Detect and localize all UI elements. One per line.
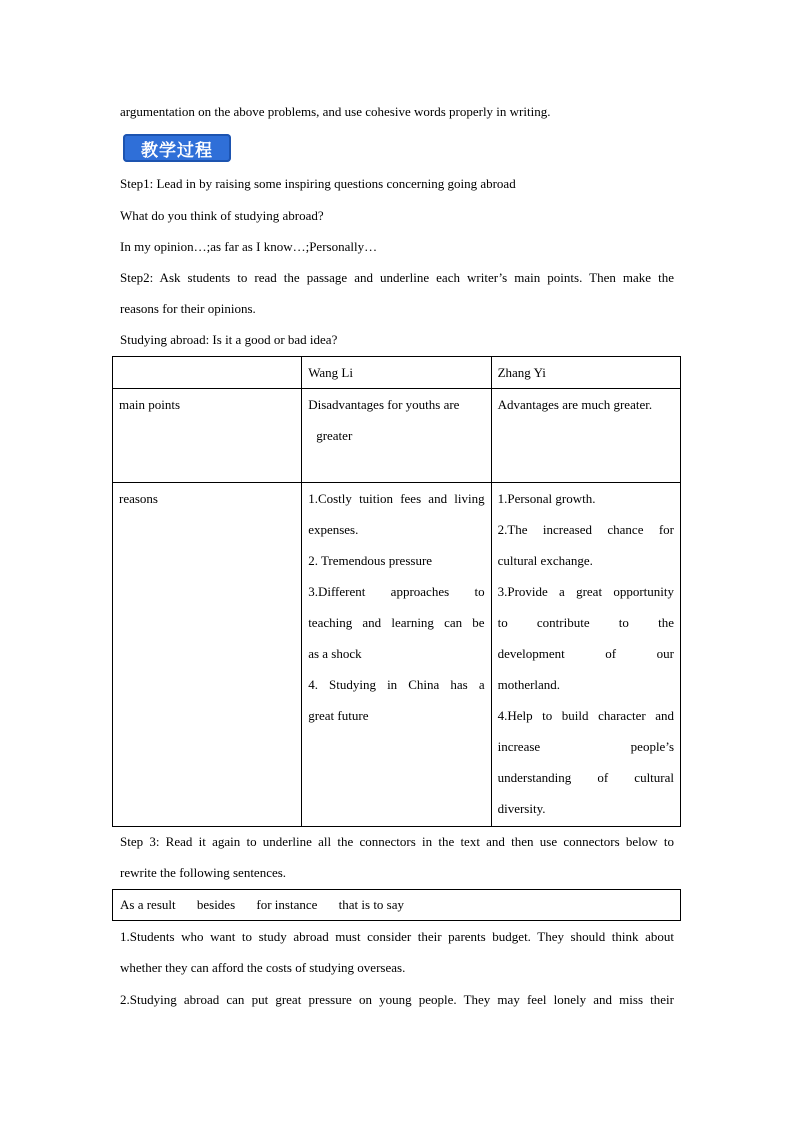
zhang-reason-line: motherland.	[497, 677, 561, 692]
wang-main-points	[302, 389, 491, 483]
main-points-row	[113, 389, 681, 483]
intro-text: argumentation on the above problems, and use cohesive words properly in writing.	[120, 104, 551, 119]
zhang-reason-line: 1.Personal growth.	[497, 491, 596, 506]
wang-reason-line: teaching and learning can be	[308, 615, 485, 630]
zhang-reason-line: 3.Provide a great opportunity	[497, 584, 674, 599]
connector-word: for instance	[256, 897, 318, 912]
zhang-reason-line: understanding of cultural	[497, 770, 674, 785]
header-zhang-yi: Zhang Yi	[491, 357, 680, 389]
wang-reasons	[302, 483, 491, 827]
wang-reason-line: 3.Different approaches to	[308, 584, 485, 599]
sentence1-line1: 1.Students who want to study abroad must consider their parents budget. They should think about	[120, 929, 674, 944]
table-title: Studying abroad: Is it a good or bad idea?	[120, 332, 338, 347]
step2-text-line1: Step2: Ask students to read the passage and underline each writer’s main points. Then make the	[120, 270, 674, 285]
zhang-reason-line: increase people’s	[497, 739, 674, 754]
wang-reason-line: 2. Tremendous pressure	[308, 553, 433, 568]
wang-reason-line: 4. Studying in China has a	[308, 677, 485, 692]
zhang-reasons	[491, 483, 680, 827]
connector-word: besides	[196, 897, 236, 912]
zhang-reason-line: 2.The increased chance for	[497, 522, 674, 537]
zhang-reason-line: cultural exchange.	[497, 553, 593, 568]
question-text: What do you think of studying abroad?	[120, 208, 324, 223]
connector-cell	[113, 890, 681, 921]
wang-main-line: Disadvantages for youths are	[308, 397, 460, 412]
wang-reason-line: expenses.	[308, 522, 359, 537]
zhang-reason-line: 4.Help to build character and	[497, 708, 674, 723]
wang-reason-line: as a shock	[308, 646, 362, 661]
step2-text-line2: reasons for their opinions.	[120, 301, 256, 316]
wang-reason-line: 1.Costly tuition fees and living	[308, 491, 485, 506]
zhang-reason-line: diversity.	[497, 801, 546, 816]
section-banner: 教学过程	[123, 134, 231, 162]
points-table	[112, 356, 681, 827]
zhang-main-points: Advantages are much greater.	[491, 389, 680, 483]
step1-text: Step1: Lead in by raising some inspiring questions concerning going abroad	[120, 176, 516, 191]
connector-word: As a result	[120, 897, 176, 912]
reasons-label: reasons	[113, 483, 302, 827]
wang-reason-line: great future	[308, 708, 369, 723]
header-empty	[113, 357, 302, 389]
reasons-row	[113, 483, 681, 827]
sentence2-line1: 2.Studying abroad can put great pressure on young people. They may feel lonely and miss their	[120, 992, 674, 1007]
zhang-reason-line: to contribute to the	[497, 615, 674, 630]
step3-text-line2: rewrite the following sentences.	[120, 865, 287, 880]
phrases-text: In my opinion…;as far as I know…;Personally…	[120, 239, 378, 254]
zhang-reason-line: development of our	[497, 646, 674, 661]
sentence1-line2: whether they can afford the costs of studying overseas.	[120, 960, 406, 975]
step3-text-line1: Step 3: Read it again to underline all the connectors in the text and then use connectors below to	[120, 834, 674, 849]
connector-table	[112, 889, 681, 921]
connector-word: that is to say	[338, 897, 405, 912]
connector-row	[113, 890, 681, 921]
main-points-label: main points	[113, 389, 302, 483]
table-header-row	[113, 357, 681, 389]
header-wang-li: Wang Li	[302, 357, 491, 389]
wang-main-line: greater	[316, 428, 353, 443]
